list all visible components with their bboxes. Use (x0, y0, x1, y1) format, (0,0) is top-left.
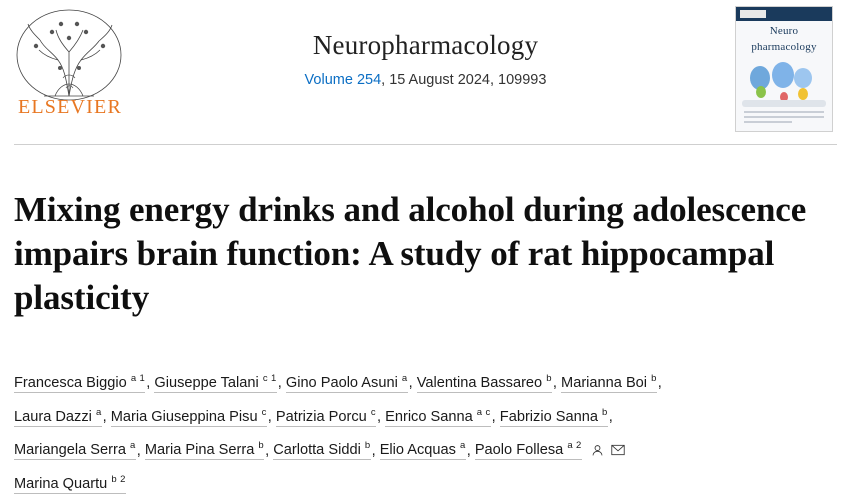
author-affiliation-marker[interactable]: a (460, 440, 466, 452)
author-name: Maria Pina Serra (144, 442, 255, 459)
cover-masthead-bar (736, 7, 832, 21)
author-item[interactable] (273, 442, 370, 460)
author-item[interactable] (561, 372, 657, 393)
author-item[interactable] (380, 442, 466, 460)
author-item[interactable] (14, 476, 126, 494)
author-name: Gino Paolo Asuni (285, 374, 398, 391)
author-affiliation-marker[interactable]: c (261, 406, 267, 418)
journal-cover-thumbnail[interactable] (735, 6, 833, 132)
journal-title: Neuropharmacology (312, 30, 539, 60)
author-name: Fabrizio Sanna (499, 408, 598, 425)
author-item[interactable] (475, 442, 582, 460)
author-profile-icon[interactable] (591, 442, 611, 458)
author-separator: , (136, 442, 141, 459)
author-item[interactable] (154, 372, 277, 393)
author-item[interactable] (275, 406, 376, 427)
author-name: Paolo Follesa (474, 442, 564, 459)
author-separator: , (102, 408, 107, 425)
author-name: Valentina Bassareo (416, 374, 543, 391)
author-affiliation-marker[interactable]: b (651, 372, 657, 384)
author-separator: , (552, 374, 557, 391)
author-affiliation-marker[interactable]: a 1 (130, 372, 146, 384)
cover-title-line1: Neuro (769, 25, 799, 37)
author-separator: , (608, 408, 613, 425)
cover-text-lines (744, 111, 824, 126)
header-divider (14, 144, 837, 145)
author-separator: , (277, 374, 282, 391)
corresponding-author-icons (591, 436, 632, 465)
author-affiliation-marker[interactable]: b 2 (111, 474, 126, 486)
cover-artwork (736, 56, 832, 118)
author-name: Patrizia Porcu (275, 408, 367, 425)
author-name: Giuseppe Talani (154, 374, 259, 391)
author-affiliation-marker[interactable]: a 2 (567, 440, 582, 452)
journal-info (0, 30, 851, 88)
author-separator: , (267, 408, 272, 425)
author-affiliation-marker[interactable]: a c (476, 406, 491, 418)
author-affiliation-marker[interactable]: b (602, 406, 608, 418)
journal-header (0, 0, 851, 140)
author-separator: , (146, 374, 151, 391)
envelope-icon[interactable] (611, 442, 632, 458)
author-name: Laura Dazzi (14, 408, 92, 425)
cover-title-line2: pharmacology (751, 41, 817, 53)
author-name: Marina Quartu (14, 476, 108, 493)
author-list (0, 344, 851, 499)
author-affiliation-marker[interactable]: a (401, 372, 408, 384)
author-item[interactable] (14, 442, 136, 460)
author-item[interactable] (14, 406, 102, 427)
author-item[interactable] (285, 372, 408, 393)
author-item[interactable] (14, 372, 146, 393)
elsevier-wordmark: ELSEVIER (17, 96, 123, 118)
author-affiliation-marker[interactable]: a (130, 440, 136, 452)
author-separator: , (408, 374, 413, 391)
author-item[interactable] (110, 406, 267, 427)
author-separator: , (491, 408, 496, 425)
author-item[interactable] (416, 372, 552, 393)
author-affiliation-marker[interactable]: a (95, 406, 102, 418)
journal-issue-line (0, 72, 851, 88)
author-affiliation-marker[interactable]: b (258, 440, 265, 452)
volume-link[interactable]: Volume 254 (304, 72, 382, 88)
author-name: Francesca Biggio (14, 374, 127, 391)
author-separator: , (466, 442, 471, 459)
author-affiliation-marker[interactable]: c (370, 406, 376, 418)
cover-accent-bar (742, 100, 826, 107)
author-separator: , (376, 408, 382, 425)
author-separator: , (657, 374, 662, 391)
author-separator: , (371, 442, 376, 459)
author-name: Marianna Boi (561, 374, 648, 391)
author-affiliation-marker[interactable]: c 1 (262, 372, 277, 384)
author-item[interactable] (145, 442, 264, 460)
author-name: Mariangela Serra (14, 442, 126, 459)
author-name: Maria Giuseppina Pisu (110, 408, 258, 425)
page-title: Mixing energy drinks and alcohol during adolescence impairs brain function: A study of rat hippocampal plasticity (14, 190, 807, 318)
author-item[interactable] (385, 406, 491, 427)
author-affiliation-marker[interactable]: b (546, 372, 552, 384)
author-name: Elio Acquas (379, 442, 456, 459)
author-separator: , (265, 442, 270, 459)
author-name: Enrico Sanna (385, 408, 473, 425)
author-affiliation-marker[interactable]: b (364, 440, 371, 452)
issue-details: , 15 August 2024, 109993 (381, 72, 547, 88)
author-item[interactable] (499, 406, 608, 427)
author-name: Carlotta Siddi (273, 442, 361, 459)
